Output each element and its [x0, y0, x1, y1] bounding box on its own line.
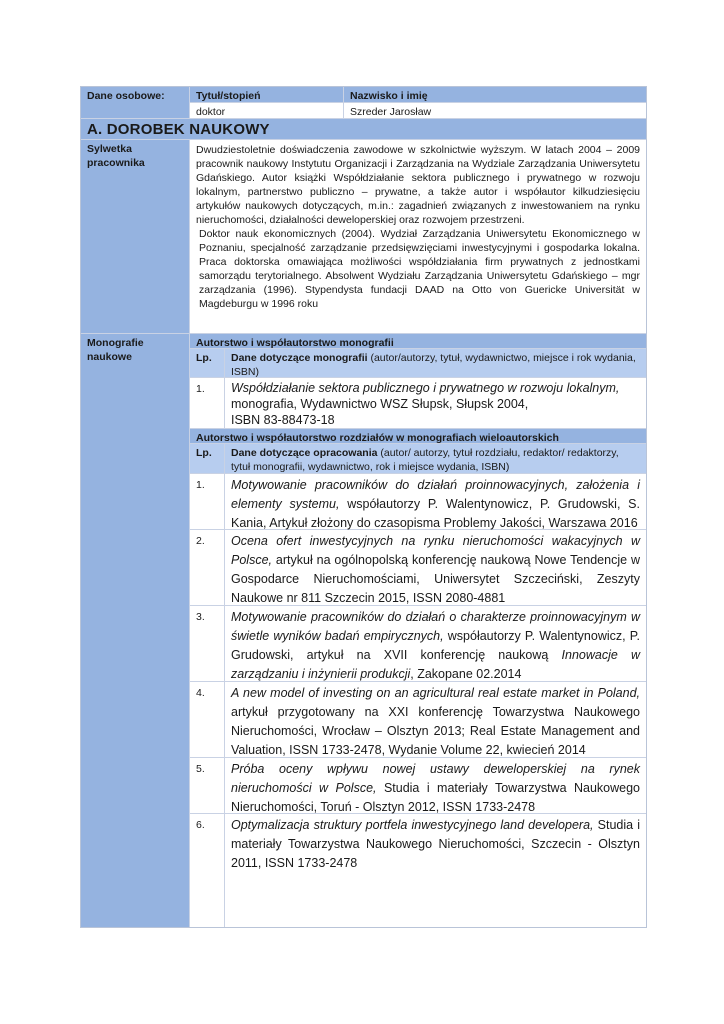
section-a-title: A. DOROBEK NAUKOWY — [81, 119, 646, 140]
chapter-item-title: Próba oceny wpływu nowej ustawy deweloperskiej na rynek nieruchomości w Polsce, — [231, 762, 640, 795]
chapter-item — [225, 682, 646, 758]
chapter-item — [225, 758, 646, 814]
chapter-item-number: 5. — [190, 758, 225, 814]
monographs-authorship-header: Autorstwo i współautorstwo monografii — [190, 334, 646, 349]
monograph-item-isbn: ISBN 83-88473-18 — [231, 413, 335, 427]
profile-label: Sylwetka pracownika — [81, 140, 190, 334]
personal-data-label: Dane osobowe: — [81, 87, 190, 119]
chapters-authorship-header: Autorstwo i współautorstwo rozdziałów w monografiach wieloautorskich — [190, 429, 646, 444]
chapters-data-header-rest: (autor/ autorzy, tytuł rozdziału, redaktor/ redaktorzy, tytuł monografii, wydawnictwo, rok i miejsce wydania, ISBN) — [231, 447, 619, 473]
profile-paragraph-1: Dwudziestoletnie doświadczenia zawodowe w szkolnictwie wyższym. W latach 2004 – 2009 pracownik naukowy Instytutu Organizacji i Zarządzania na Wydziale Zarządzania Uniwersytetu Gdańskiego. Autor książki Współdziałanie sektora publicznego i prywatnego w rozwoju lokalnym, partnerstwo publiczno – prywatne, a także autor i współautor kilkudziesięciu artykułów naukowych dotyczących, m.in.: zagadnień związanych z inwestowaniem na rynku nieruchomości, działalności deweloperskiej oraz rozwojem przestrzeni. — [196, 144, 640, 226]
chapters-data-header — [225, 444, 646, 474]
chapter-item-number: 3. — [190, 606, 225, 682]
chapter-item-title: A new model of investing on an agricultural real estate market in Poland, — [231, 686, 640, 700]
chapters-lp-header: Lp. — [190, 444, 225, 474]
profile-text — [190, 140, 646, 334]
chapter-item-details: Studia i materiały Towarzystwa Naukowego Nieruchomości, Szczecin - Olsztyn 2011, ISSN 1733-2478 — [231, 818, 640, 870]
monographs-label: Monografie naukowe — [81, 334, 190, 927]
monographs-data-header-bold: Dane dotyczące monografii — [231, 352, 368, 364]
chapter-item-details: współautorzy P. Walentynowicz, P. Grudowski, S. Kania, Artykuł złożony do czasopisma Problemy Jakości, Warszawa 2016 — [231, 497, 640, 530]
chapter-item — [225, 530, 646, 606]
chapter-item-number: 4. — [190, 682, 225, 758]
profile-paragraph-2: Doktor nauk ekonomicznych (2004). Wydział Zarządzania Uniwersytetu Ekonomicznego w Poznaniu, specjalność zarządzanie przedsięwzięciami inwestycyjnymi i gospodarka lokalna. Praca doktorska omawiająca możliwości współdziałania firm prywatnych z jednostkami samorządu terytorialnego. Absolwent Wydziału Zarządzania Uniwersytetu Gdańskiego – mgr zarządzania (1996). Stypendysta fundacji DAAD na Otto von Guericke Universität w Magdeburgu w 1996 roku — [199, 228, 640, 310]
chapter-item-number: 6. — [190, 814, 225, 927]
chapter-item-details: artykuł na ogólnopolską konferencję naukową Nowe Tendencje w Gospodarce Nieruchomościami, Uniwersytet Szczeciński, Zeszyty Naukowe nr 811 Szczecin 2015, ISSN 2080-4881 — [231, 553, 640, 605]
chapter-item-title: Ocena ofert inwestycyjnych na rynku nieruchomości wakacyjnych w Polsce, — [231, 534, 640, 567]
chapter-item-details: współautorzy P. Walentynowicz, P. Grudowski, artykuł na XVII konferencję naukową — [231, 629, 640, 662]
monographs-data-header-rest: (autor/autorzy, tytuł, wydawnictwo, miejsce i rok wydania, ISBN) — [231, 352, 636, 378]
chapter-item-number: 1. — [190, 474, 225, 530]
monograph-item-publisher: monografia, Wydawnictwo WSZ Słupsk, Słupsk 2004, — [231, 397, 529, 411]
chapter-item-title: Motywowanie pracowników do działań proinnowacyjnych, założenia i elementy systemu, — [231, 478, 640, 511]
title-degree-value: doktor — [190, 103, 344, 119]
chapter-item-place: , Zakopane 02.2014 — [410, 667, 522, 681]
name-header: Nazwisko i imię — [344, 87, 646, 103]
chapter-item-details: artykuł przygotowany na XXI konferencję Towarzystwa Naukowego Nieruchomości, Wrocław – Olsztyn 2013; Real Estate Management and Valuation, ISSN 1733-2478, Wydanie Volume 22, kwiecień 2014 — [231, 705, 640, 757]
title-degree-header: Tytuł/stopień — [190, 87, 344, 103]
chapters-data-header-bold: Dane dotyczące opracowania — [231, 447, 378, 459]
chapter-item-number: 2. — [190, 530, 225, 606]
chapter-item — [225, 814, 646, 927]
document-page — [80, 86, 647, 928]
chapter-item — [225, 474, 646, 530]
name-value: Szreder Jarosław — [344, 103, 646, 119]
monograph-item-number: 1. — [190, 378, 225, 429]
chapter-item — [225, 606, 646, 682]
monograph-item — [225, 378, 646, 429]
chapter-item-conference: Innowacje w zarządzaniu i inżynierii produkcji — [231, 648, 640, 681]
chapter-item-title: Optymalizacja struktury portfela inwestycyjnego land developera, — [231, 818, 594, 832]
chapter-item-details: Studia i materiały Towarzystwa Naukowego Nieruchomości, Toruń - Olsztyn 2012, ISSN 1733-2478 — [231, 781, 640, 814]
monographs-lp-header: Lp. — [190, 349, 225, 378]
monograph-item-title: Współdziałanie sektora publicznego i prywatnego w rozwoju lokalnym, — [231, 381, 620, 395]
monographs-data-header — [225, 349, 646, 378]
chapter-item-title: Motywowanie pracowników do działań o charakterze proinnowacyjnym w świetle wyników badań empirycznych, — [231, 610, 640, 643]
